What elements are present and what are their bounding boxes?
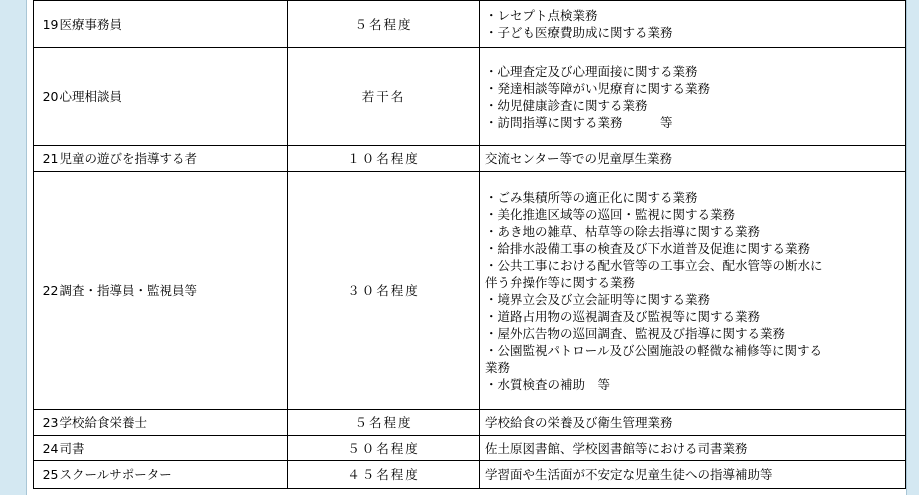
row-number: 23: [34, 410, 60, 436]
duty-line: ・心理査定及び心理面接に関する業務: [485, 63, 698, 79]
duty-line: 学校給食の栄養及び衛生管理業務: [485, 415, 673, 430]
job-title: 司書: [60, 436, 288, 461]
headcount: ５名程度: [288, 1, 480, 48]
staff-table: [33, 0, 906, 489]
duty-line: ・公共工事における配水管等の工事立会、配水管等の断水に: [485, 257, 823, 273]
duty-line: ・訪問指導に関する業務 等: [485, 114, 673, 130]
duties-cell: [480, 146, 906, 172]
table-row: [34, 172, 906, 410]
duties-cell: [480, 172, 906, 410]
duties-cell: [480, 410, 906, 436]
duty-line: ・ごみ集積所等の適正化に関する業務: [485, 189, 698, 205]
duty-line: ・レセプト点検業務: [485, 8, 598, 23]
headcount: ５０名程度: [288, 436, 480, 461]
duty-line: ・給排水設備工事の検査及び下水道普及促進に関する業務: [485, 240, 811, 256]
row-number: 19: [34, 1, 60, 48]
row-number: 24: [34, 436, 60, 461]
job-title: 医療事務員: [60, 1, 288, 48]
duty-line: ・幼児健康診査に関する業務: [485, 97, 648, 113]
duty-line: ・水質検査の補助 等: [485, 376, 611, 392]
duty-line: ・境界立会及び立会証明等に関する業務: [485, 291, 711, 307]
duty-line: 伴う弁操作等に関する業務: [485, 274, 636, 290]
job-title: 学校給食栄養士: [60, 410, 288, 436]
job-title: スクールサポーター: [60, 461, 288, 489]
right-panel-strip: [906, 0, 919, 495]
table-row: [34, 436, 906, 461]
row-number: 20: [34, 48, 60, 146]
headcount: ３０名程度: [288, 172, 480, 410]
headcount: 若干名: [288, 48, 480, 146]
duty-line: ・美化推進区域等の巡回・監視に関する業務: [485, 206, 736, 222]
duty-line: ・子ども医療費助成に関する業務: [485, 25, 673, 40]
duties-cell: [480, 461, 906, 489]
duty-line: ・屋外広告物の巡回調査、監視及び指導に関する業務: [485, 325, 786, 341]
duty-line: 業務: [485, 359, 511, 375]
duties-cell: [480, 48, 906, 146]
headcount: ５名程度: [288, 410, 480, 436]
duty-line: ・あき地の雑草、枯草等の除去指導に関する業務: [485, 223, 761, 239]
headcount: ４５名程度: [288, 461, 480, 489]
duty-line: ・道路占用物の巡視調査及び監視等に関する業務: [485, 308, 761, 324]
row-number: 25: [34, 461, 60, 489]
duties-cell: [480, 436, 906, 461]
table-row: [34, 410, 906, 436]
row-number: 22: [34, 172, 60, 410]
row-number: 21: [34, 146, 60, 172]
table-row: [34, 48, 906, 146]
job-title: 児童の遊びを指導する者: [60, 146, 288, 172]
job-title: 心理相談員: [60, 48, 288, 146]
duty-line: ・発達相談等障がい児療育に関する業務: [485, 80, 711, 96]
duty-line: 学習面や生活面が不安定な児童生徒への指導補助等: [485, 467, 773, 482]
duty-line: ・公園監視パトロール及び公園施設の軽微な補修等に関する: [485, 342, 823, 358]
headcount: １０名程度: [288, 146, 480, 172]
duties-cell: [480, 1, 906, 48]
duty-line: 佐土原図書館、学校図書館等における司書業務: [485, 440, 748, 456]
table-row: [34, 146, 906, 172]
table-row: [34, 1, 906, 48]
table-row: [34, 461, 906, 489]
left-panel-strip: [0, 0, 27, 495]
duty-line: 交流センター等での児童厚生業務: [485, 151, 673, 166]
job-title: 調査・指導員・監視員等: [60, 172, 288, 410]
